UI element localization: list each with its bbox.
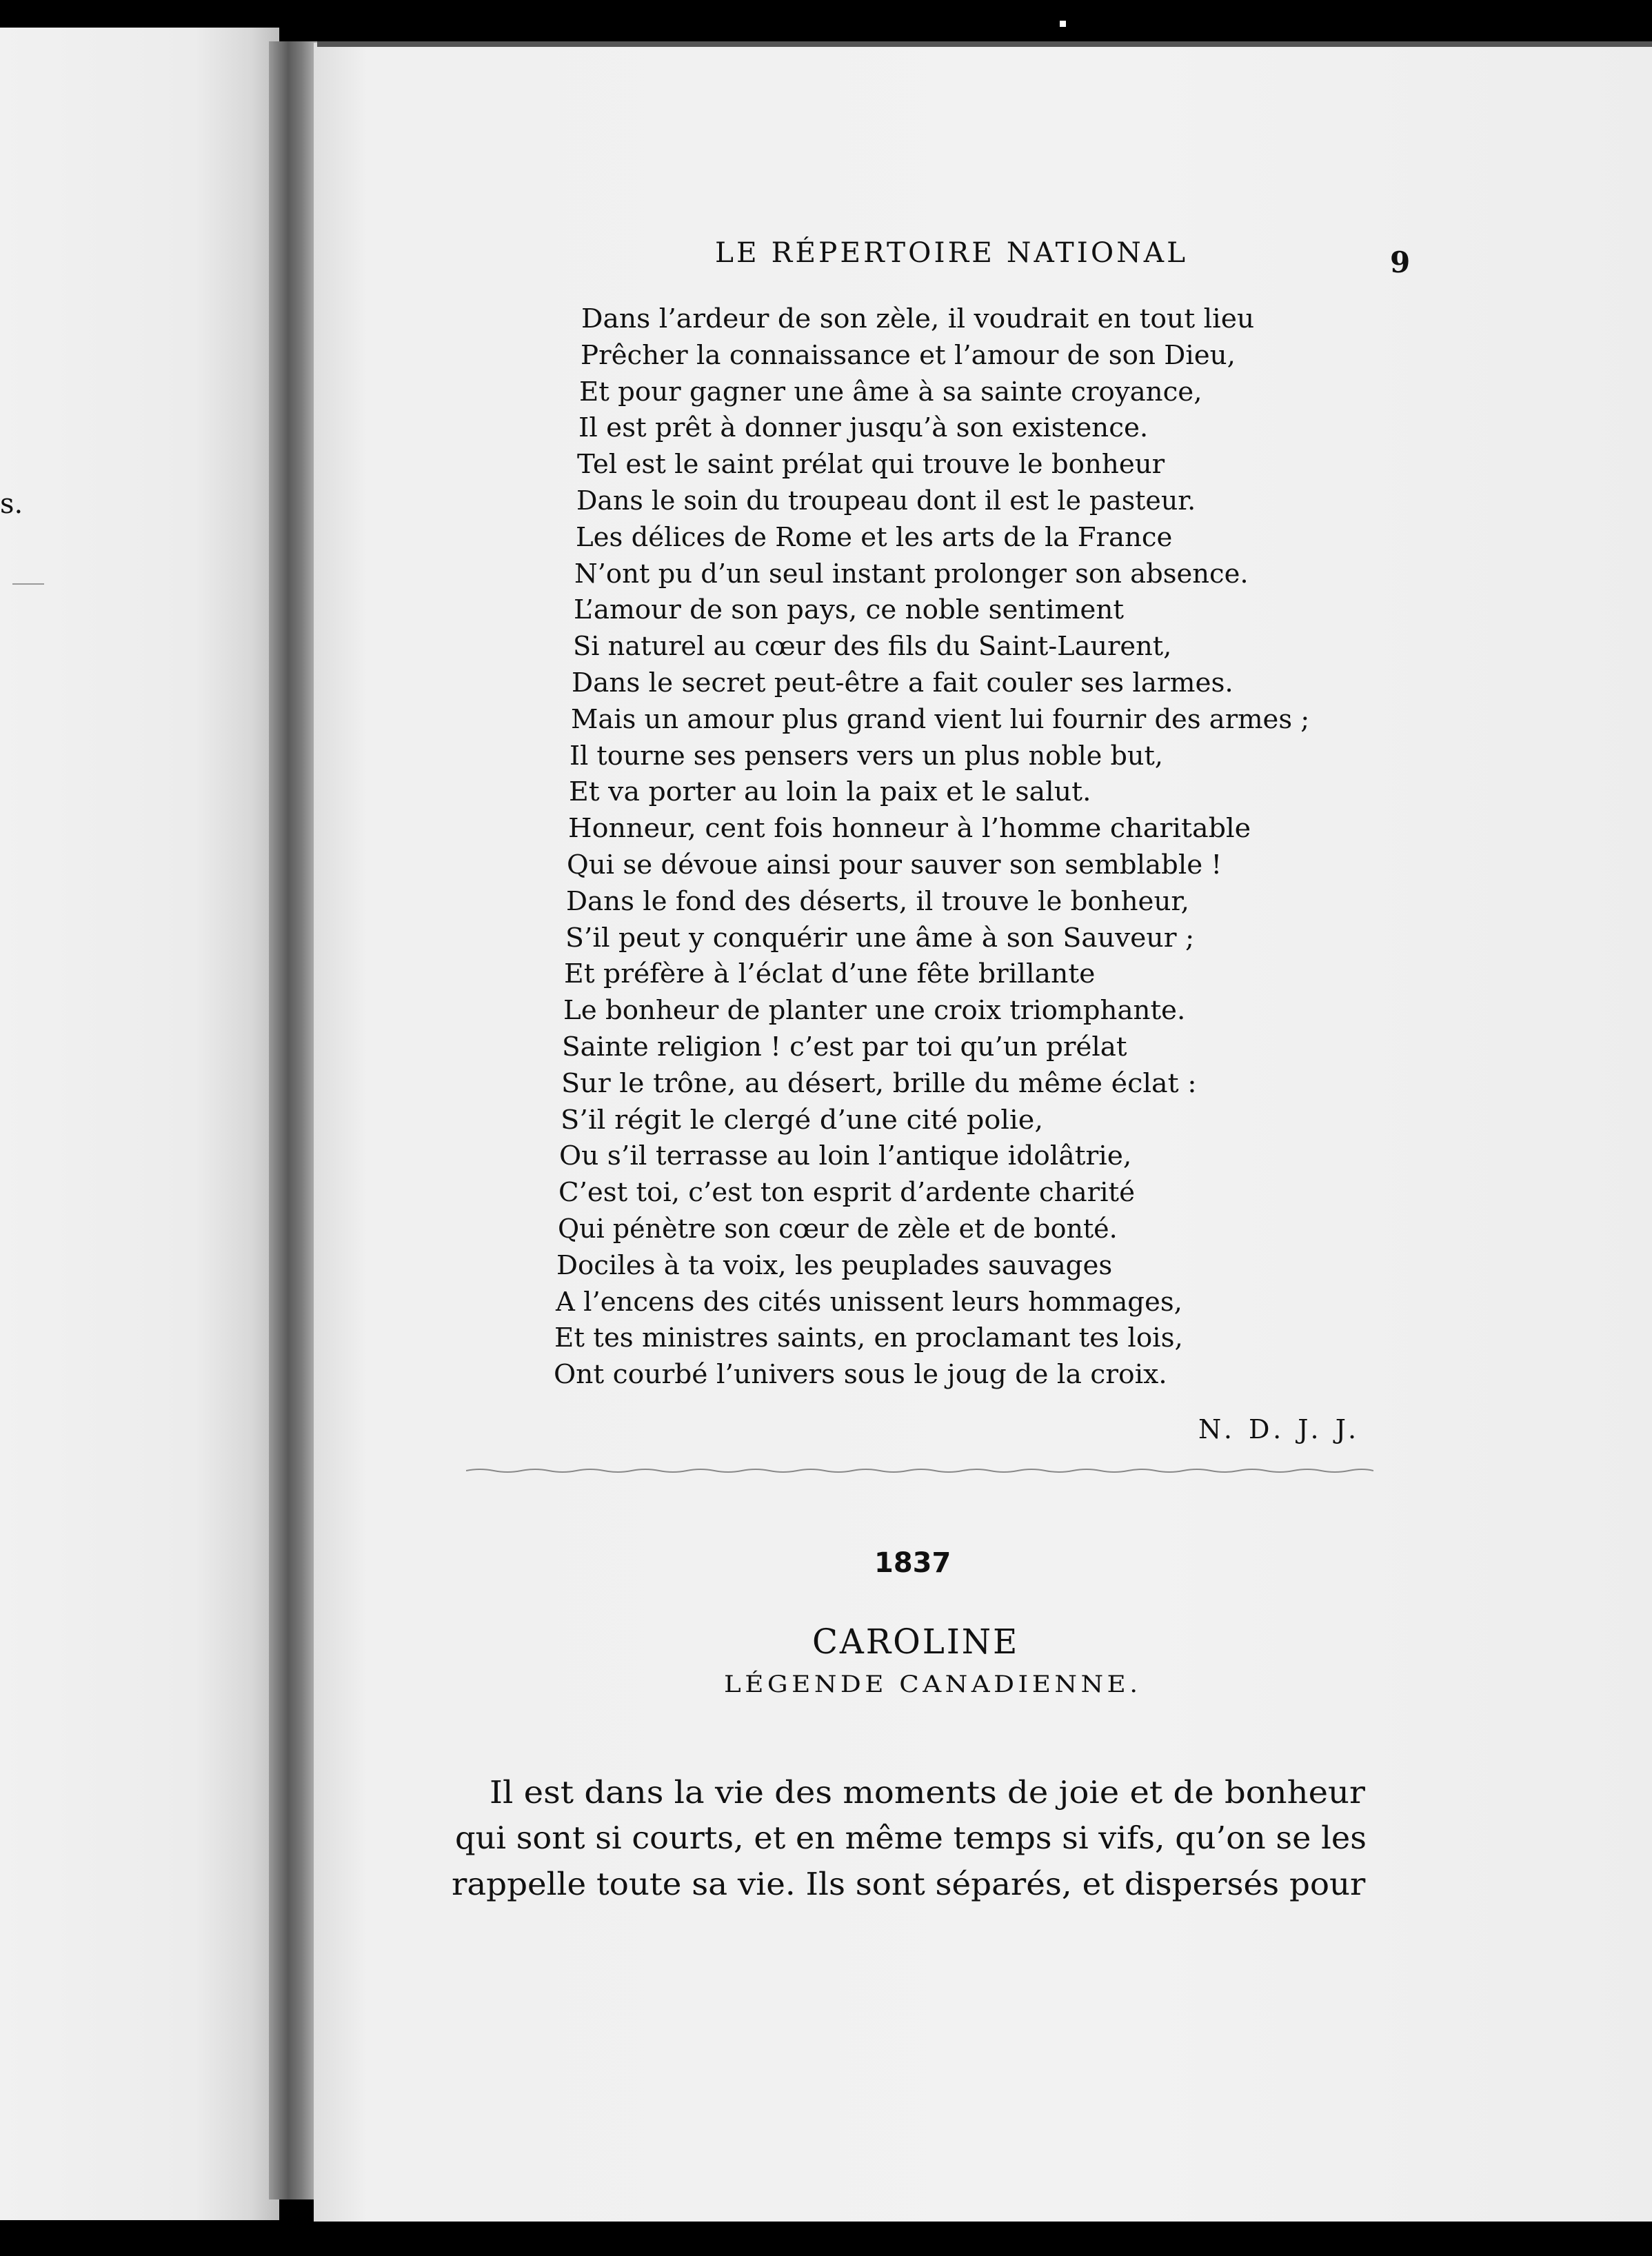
running-head: LE RÉPERTOIRE NATIONAL bbox=[715, 237, 1189, 269]
poem-signature: N. D. J. J. bbox=[1198, 1414, 1361, 1444]
poem-line: Il tourne ses pensers vers un plus noble but, bbox=[570, 740, 1164, 771]
poem-line: Dans le secret peut-être a fait couler ses larmes. bbox=[572, 667, 1233, 698]
prose-line: Il est dans la vie des moments de joie et de bonheur bbox=[490, 1774, 1365, 1811]
section-subtitle: LÉGENDE CANADIENNE. bbox=[724, 1671, 1142, 1698]
section-divider bbox=[466, 1467, 1373, 1475]
poem-line: Dans l’ardeur de son zèle, il voudrait en tout lieu bbox=[581, 303, 1255, 334]
poem-line: S’il peut y conquérir une âme à son Sauveur ; bbox=[565, 922, 1194, 953]
poem-line: Dans le soin du troupeau dont il est le pasteur. bbox=[576, 485, 1196, 516]
bottom-scan-edge bbox=[276, 2222, 1652, 2256]
poem-line: Prêcher la connaissance et l’amour de son Dieu, bbox=[580, 339, 1236, 370]
left-page-dash bbox=[12, 583, 44, 585]
poem-line: Ont courbé l’univers sous le joug de la croix. bbox=[554, 1359, 1167, 1390]
poem-line: L’amour de son pays, ce noble sentiment bbox=[573, 594, 1124, 625]
poem-line: Honneur, cent fois honneur à l’homme charitable bbox=[567, 813, 1251, 844]
poem-line: Le bonheur de planter une croix triomphante. bbox=[563, 995, 1186, 1026]
poem-line: Les délices de Rome et les arts de la France bbox=[575, 521, 1173, 552]
prose-line: rappelle toute sa vie. Ils sont séparés, et dispersés pour bbox=[452, 1866, 1366, 1902]
section-title: CAROLINE bbox=[812, 1622, 1020, 1662]
poem-line: A l’encens des cités unissent leurs hommages, bbox=[555, 1286, 1182, 1317]
top-page-edge bbox=[317, 41, 1652, 47]
section-year: 1837 bbox=[874, 1547, 951, 1579]
poem-line: Et va porter au loin la paix et le salut. bbox=[569, 776, 1091, 807]
left-page bbox=[0, 28, 279, 2220]
poem-line: S’il régit le clergé d’une cité polie, bbox=[560, 1104, 1043, 1135]
poem-line: Qui se dévoue ainsi pour sauver son semblable ! bbox=[567, 849, 1222, 880]
poem-line: Qui pénètre son cœur de zèle et de bonté. bbox=[557, 1213, 1118, 1244]
poem-line: Ou s’il terrasse au loin l’antique idolâtrie, bbox=[559, 1140, 1132, 1171]
prose-line: qui sont si courts, et en même temps si vifs, qu’on se les bbox=[455, 1820, 1367, 1856]
poem-line: Dans le fond des déserts, il trouve le bonheur, bbox=[565, 885, 1189, 916]
poem-line: Tel est le saint prélat qui trouve le bonheur bbox=[577, 449, 1165, 480]
poem-line: Dociles à ta voix, les peuplades sauvages bbox=[556, 1249, 1113, 1280]
scan-mark bbox=[1060, 21, 1066, 27]
poem-line: Si naturel au cœur des fils du Saint-Laurent, bbox=[572, 631, 1171, 662]
poem-line: C’est toi, c’est ton esprit d’ardente charité bbox=[558, 1177, 1135, 1208]
page-number: 9 bbox=[1390, 245, 1411, 279]
left-page-text-fragment: s. bbox=[0, 488, 23, 520]
poem-line: Et pour gagner une âme à sa sainte croyance, bbox=[579, 376, 1202, 407]
poem-line: Sainte religion ! c’est par toi qu’un prélat bbox=[562, 1031, 1127, 1062]
poem-line: Mais un amour plus grand vient lui fournir des armes ; bbox=[570, 703, 1310, 734]
poem-line: Et préfère à l’éclat d’une fête brillante bbox=[564, 958, 1096, 989]
poem-line: Sur le trône, au désert, brille du même éclat : bbox=[561, 1067, 1197, 1098]
poem-line: Et tes ministres saints, en proclamant tes lois, bbox=[554, 1322, 1184, 1353]
poem-line: N’ont pu d’un seul instant prolonger son absence. bbox=[574, 558, 1249, 589]
poem-line: Il est prêt à donner jusqu’à son existence. bbox=[578, 412, 1149, 443]
